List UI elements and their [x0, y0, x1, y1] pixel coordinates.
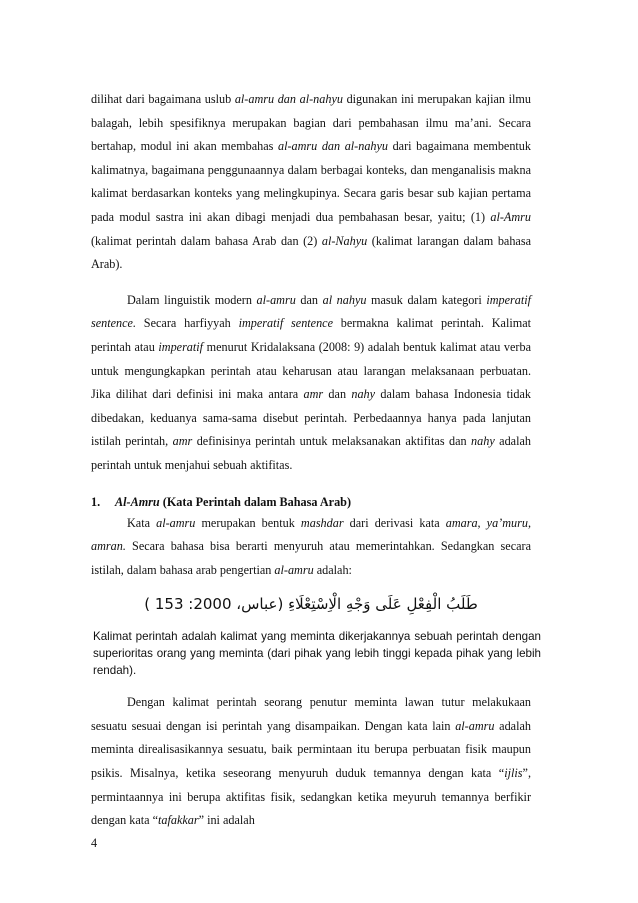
term-italic: nahy [351, 387, 376, 402]
text: adalah: [313, 562, 352, 577]
term-italic: al-amru dan al-nahyu [278, 139, 389, 154]
term-italic: tafakkar [158, 813, 199, 828]
text: dan [323, 387, 352, 402]
term-italic: ijlis [504, 766, 523, 781]
term-italic: amara, ya’muru, amran. [91, 515, 532, 554]
paragraph-definition [91, 512, 531, 583]
text: merupakan bentuk [195, 515, 301, 530]
text: Dalam linguistik modern [127, 292, 257, 307]
text: adalah perintah untuk menjahui sebuah aktifitas. [91, 434, 531, 472]
term-italic: mashdar [300, 515, 344, 530]
term-italic: amr [172, 434, 193, 449]
text: dari bagaimana membentuk kalimatnya, bagaimana penggunaannya dalam berbagai konteks, dan menganalisis makna kalimat berdasarkan konteks yang melingkupinya. Secara garis besar sub kajian pertama pada modul sastra ini akan dibagi menjadi dua pembahasan besar, yaitu; (1) [91, 139, 531, 224]
term-italic: amr [303, 387, 324, 402]
text: Secara bahasa bisa berarti menyuruh atau memerintahkan. Sedangkan secara istilah, dalam bahasa arab pengertian [91, 539, 531, 577]
definition-translation: Kalimat perintah adalah kalimat yang meminta dikerjakannya sebuah perintah dengan superioritas orang yang meminta (dari pihak yang lebih tinggi kepada pihak yang lebih rendah). [93, 630, 541, 678]
page-number: 4 [91, 836, 98, 850]
text: Kata [127, 515, 157, 530]
paragraph-examples [91, 691, 531, 833]
term-italic: nahy [471, 434, 495, 449]
text: dari derivasi kata [343, 515, 446, 530]
text: Dengan kalimat perintah seorang penutur meminta lawan tutur melakukaan sesuatu sesuai dengan isi perintah yang disampaikan. Dengan kata lain [91, 695, 531, 733]
text: (kalimat larangan dalam bahasa Arab). [91, 233, 531, 272]
arabic-definition: طَلَبُ الْفِعْلِ عَلَى وَجْهِ الْاِسْتِعْلَاءِ (عباس، 2000: 153 ) [144, 595, 478, 614]
text: dan [295, 292, 323, 307]
text: bermakna kalimat perintah. Kalimat perintah atau [91, 316, 531, 354]
text: definisinya perintah untuk melaksanakan aktifitas dan [192, 434, 472, 449]
paragraph-intro [91, 88, 531, 277]
section-heading [91, 492, 531, 512]
text: menurut Kridalaksana (2008: 9) adalah bentuk kalimat atau verba untuk mengungkapkan perintah atau keharusan atau larangan melaksanaan perbuatan. Jika dilihat dari definisi ini maka antara [91, 339, 531, 402]
term-italic: al-amru [256, 292, 296, 307]
term-italic: imperatif sentence. [91, 292, 532, 331]
text: adalah meminta direalisasikannya sesuatu, baik permintaan itu berupa perbuatan fisik maupun psikis. Misalnya, ketika seseorang menyuruh duduk temannya dengan kata “ [91, 718, 531, 781]
paragraph-linguistics [91, 289, 531, 478]
term-italic: imperatif sentence [238, 316, 333, 331]
text: ” ini adalah [198, 813, 255, 828]
term-italic: al-Amru [490, 209, 531, 224]
section-number: 1. [91, 494, 101, 509]
section-title-italic: Al-Amru [115, 494, 160, 509]
term-italic: imperatif [158, 339, 204, 354]
section-title: (Kata Perintah dalam Bahasa Arab) [159, 494, 351, 509]
text: masuk dalam kategori [366, 292, 487, 307]
text: Secara harfiyyah [136, 316, 239, 331]
text: dalam bahasa Indonesia tidak dibedakan, keduanya sama-sama disebut perintah. Perbedaannya hanya pada lanjutan istilah perintah, [91, 387, 531, 449]
term-italic: al-Nahyu [321, 233, 368, 248]
document-page [91, 88, 541, 833]
term-italic: al nahyu [322, 292, 367, 307]
text: (kalimat perintah dalam bahasa Arab dan (2) [91, 233, 322, 248]
text: dilihat dari bagaimana uslub [91, 92, 235, 106]
term-italic: al-amru dan al-nahyu [234, 92, 343, 106]
text: digunakan ini merupakan kajian ilmu balagah, lebih spesifiknya merupakan bagian dari pembahasan ilmu ma’ani. Secara bertahap, modul ini akan membahas [91, 92, 531, 154]
text: ”, permintaannya ini berupa aktifitas fisik, sedangkan ketika meyuruh temannya berfikir dengan kata “ [91, 766, 531, 828]
term-italic: al-amru [274, 562, 314, 577]
term-italic: al-amru [455, 718, 495, 733]
term-italic: al-amru [156, 515, 196, 530]
